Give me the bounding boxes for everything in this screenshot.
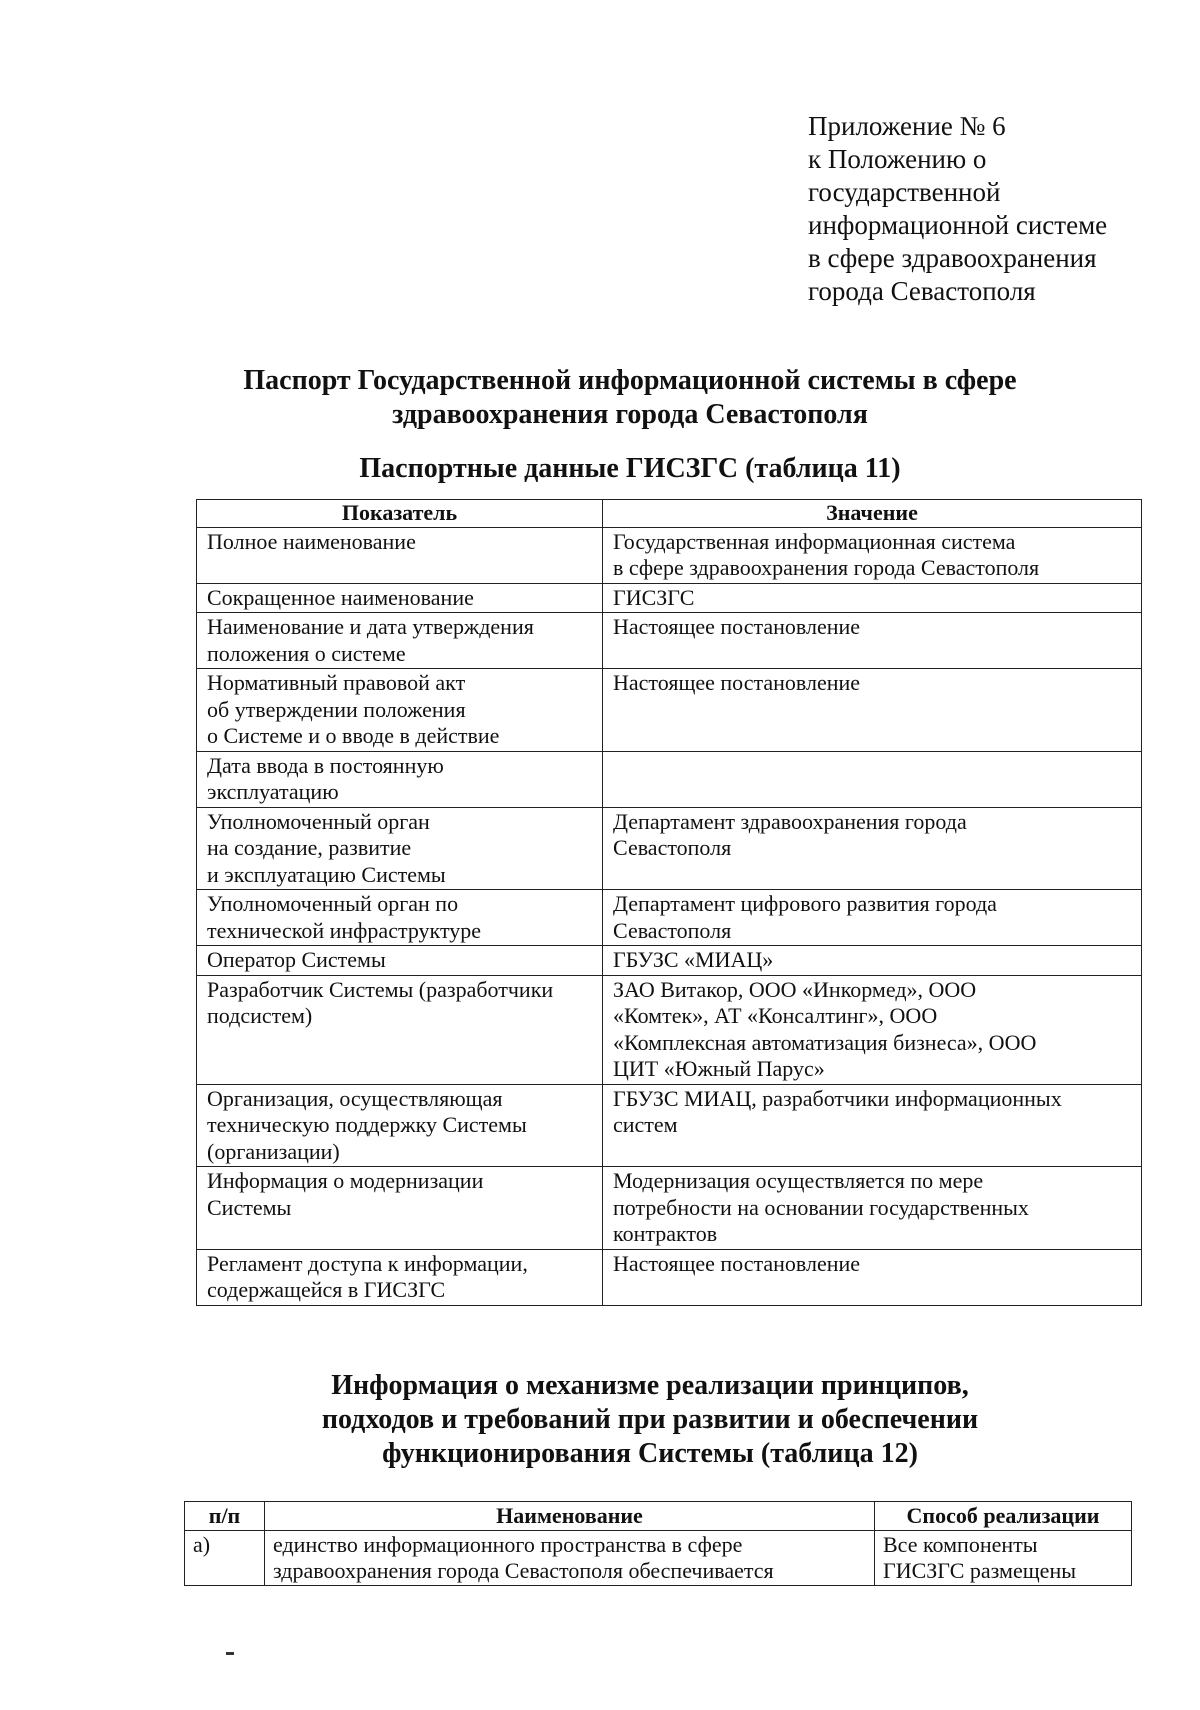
passport-table xyxy=(196,499,1142,1306)
appendix-line: в сфере здравоохранения xyxy=(808,243,1097,273)
table-row xyxy=(197,1249,1142,1305)
value-cell: ГИСЗГС xyxy=(603,583,1142,613)
table-row xyxy=(197,975,1142,1084)
table-header-row xyxy=(185,1502,1132,1531)
indicator-cell: Наименование и дата утверждения положения о системе xyxy=(197,613,603,669)
appendix-line: города Севастополя xyxy=(808,276,1036,306)
passport-table-body xyxy=(197,527,1142,1305)
table-row xyxy=(197,1167,1142,1250)
appendix-line: Приложение № 6 xyxy=(808,111,1006,141)
num-cell: а) xyxy=(185,1531,265,1586)
value-cell: ЗАО Витакор, ООО «Инкормед», ООО «Комтек», АТ «Консалтинг», ООО «Комплексная автоматизация бизнеса», ООО ЦИТ «Южный Парус» xyxy=(603,975,1142,1084)
table-header-row xyxy=(197,500,1142,528)
value-cell xyxy=(603,751,1142,807)
method-cell: Все компоненты ГИСЗГС размещены xyxy=(875,1531,1132,1586)
mechanism-table-body xyxy=(185,1531,1132,1586)
indicator-cell: Регламент доступа к информации, содержащейся в ГИСЗГС xyxy=(197,1249,603,1305)
name-cell: единство информационного пространства в сфере здравоохранения города Севастополя обеспечивается xyxy=(265,1531,875,1586)
table11-title: Паспортные данные ГИСЗГС (таблица 11) xyxy=(359,453,901,484)
appendix-block xyxy=(808,110,1188,308)
table12-title: Информация о механизме реализации принципов, подходов и требований при развитии и обеспечении функционирования Системы (таблица 12) xyxy=(321,1370,979,1469)
value-cell: Департамент здравоохранения города Севастополя xyxy=(603,807,1142,890)
appendix-line: информационной системе xyxy=(808,210,1108,240)
value-cell: Департамент цифрового развития города Севастополя xyxy=(603,890,1142,946)
table-row xyxy=(197,890,1142,946)
passport-title: Паспорт Государственной информационной системы в сфере здравоохранения города Севастополя xyxy=(243,365,1017,430)
value-cell: Модернизация осуществляется по мере потребности на основании государственных контрактов xyxy=(603,1167,1142,1250)
value-cell: ГБУЗС «МИАЦ» xyxy=(603,946,1142,976)
appendix-line: к Положению о xyxy=(808,144,987,174)
indicator-cell: Информация о модернизации Системы xyxy=(197,1167,603,1250)
value-cell: Настоящее постановление xyxy=(603,669,1142,752)
table-row xyxy=(197,669,1142,752)
header-value: Значение xyxy=(603,500,1142,528)
indicator-cell: Нормативный правовой акт об утверждении положения о Системе и о вводе в действие xyxy=(197,669,603,752)
indicator-cell: Уполномоченный орган по технической инфраструктуре xyxy=(197,890,603,946)
indicator-cell: Сокращенное наименование xyxy=(197,583,603,613)
value-cell: Настоящее постановление xyxy=(603,1249,1142,1305)
indicator-cell: Полное наименование xyxy=(197,527,603,583)
table-row xyxy=(197,583,1142,613)
indicator-cell: Организация, осуществляющая техническую поддержку Системы (организации) xyxy=(197,1084,603,1167)
table-row xyxy=(197,527,1142,583)
table-row xyxy=(197,751,1142,807)
indicator-cell: Уполномоченный орган на создание, развитие и эксплуатацию Системы xyxy=(197,807,603,890)
table-row xyxy=(197,807,1142,890)
header-method: Способ реализации xyxy=(875,1502,1132,1531)
header-name: Наименование xyxy=(265,1502,875,1531)
value-cell: Государственная информационная система в сфере здравоохранения города Севастополя xyxy=(603,527,1142,583)
header-indicator: Показатель xyxy=(197,500,603,528)
indicator-cell: Оператор Системы xyxy=(197,946,603,976)
value-cell: Настоящее постановление xyxy=(603,613,1142,669)
value-cell: ГБУЗС МИАЦ, разработчики информационных систем xyxy=(603,1084,1142,1167)
indicator-cell: Разработчик Системы (разработчики подсистем) xyxy=(197,975,603,1084)
scan-mark xyxy=(226,1652,234,1655)
table-row xyxy=(197,946,1142,976)
table-row xyxy=(185,1531,1132,1586)
indicator-cell: Дата ввода в постоянную эксплуатацию xyxy=(197,751,603,807)
header-num: п/п xyxy=(185,1502,265,1531)
appendix-line: государственной xyxy=(808,177,1001,207)
table-row xyxy=(197,1084,1142,1167)
table-row xyxy=(197,613,1142,669)
mechanism-table xyxy=(184,1501,1132,1586)
